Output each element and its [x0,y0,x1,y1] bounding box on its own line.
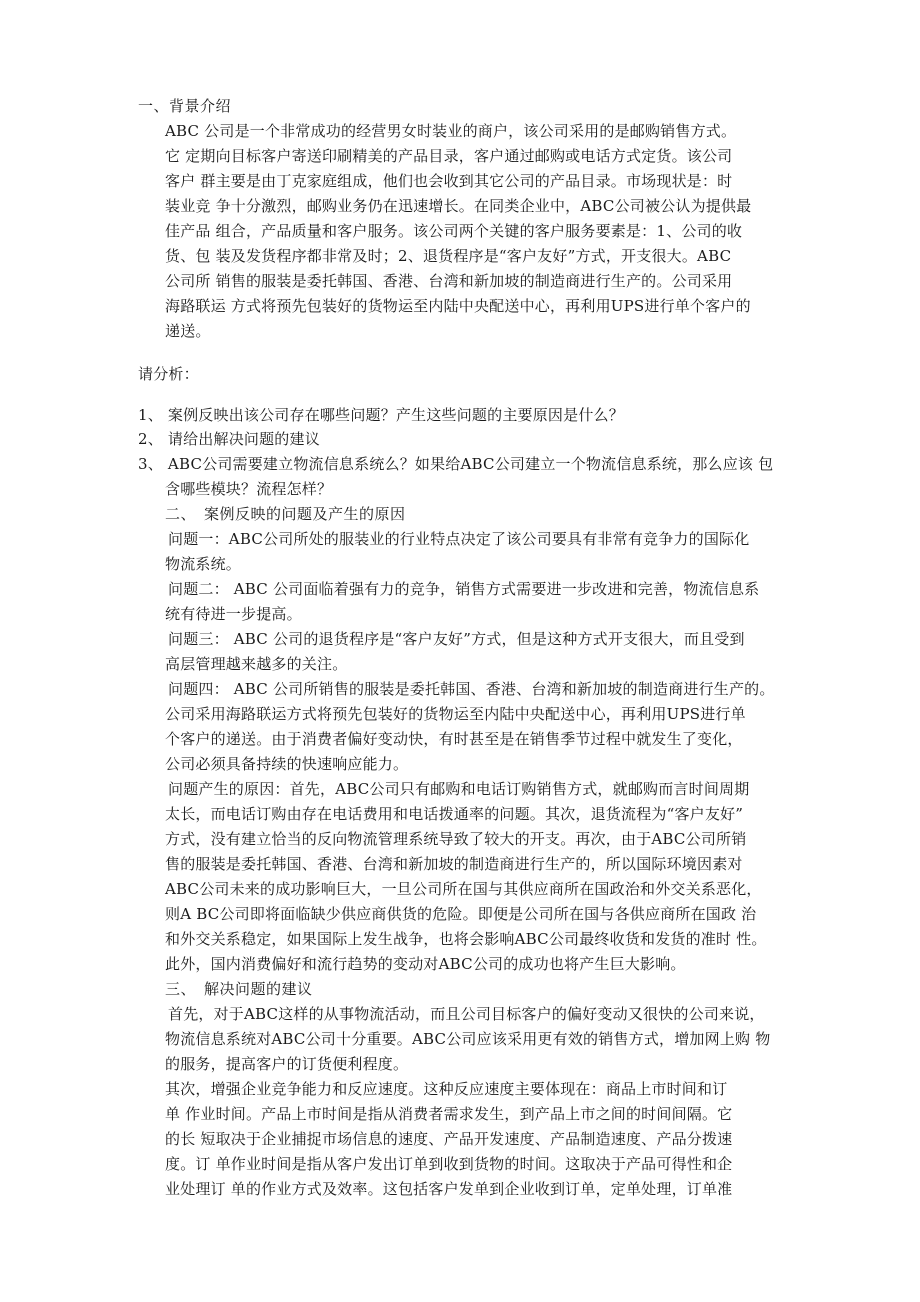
question-item-continuation: 含哪些模块？流程怎样？ [165,480,333,498]
background-paragraph-line: 公司所 销售的服装是委托韩国、香港、台湾和新加坡的制造商进行生产的。公司采用 [165,272,733,290]
question-item: 3、 ABC公司需要建立物流信息系统么？如果给ABC公司建立一个物流信息系统，那么应该 包 [138,455,774,473]
cause-line: 则A BC公司即将面临缺少供应商供货的危险。即便是公司所在国与各供应商所在国政 治 [165,905,757,923]
suggestion-line: 的长 短取决于企业捕捉市场信息的速度、产品开发速度、产品制造速度、产品分拨速 [165,1130,733,1148]
background-paragraph-line: 它 定期向目标客户寄送印刷精美的产品目录，客户通过邮购或电话方式定货。该公司 [165,147,733,165]
problem-line: 问题二： ABC 公司面临着强有力的竞争，销售方式需要进一步改进和完善，物流信息系 [168,580,760,598]
background-paragraph-line: 海路联运 方式将预先包装好的货物运至内陆中央配送中心，再利用UPS进行单个客户的 [165,297,751,315]
cause-line: ABC公司未来的成功影响巨大，一旦公司所在国与其供应商所在国政治和外交关系恶化， [165,880,762,898]
background-paragraph-line: 递送。 [165,322,211,340]
cause-line: 太长，而电话订购由存在电话费用和电话拨通率的问题。其次，退货流程为“客户友好” [165,805,744,823]
suggestion-line: 首先，对于ABC这样的从事物流活动，而且公司目标客户的偏好变动又很快的公司来说， [168,1005,765,1023]
problem-line: 高层管理越来越多的关注。 [165,655,348,673]
problem-line: 问题三： ABC 公司的退货程序是“客户友好”方式，但是这种方式开支很大，而且受到 [168,630,745,648]
suggestion-line: 的服务，提高客户的订货便利程度。 [165,1055,409,1073]
cause-line: 此外，国内消费偏好和流行趋势的变动对ABC公司的成功也将产生巨大影响。 [165,955,686,973]
section-2-title: 二、 案例反映的问题及产生的原因 [165,505,406,523]
background-paragraph-line: 装业竞 争十分激烈，邮购业务仍在迅速增长。在同类企业中，ABC公司被公认为提供最 [165,197,752,215]
background-paragraph-line: 佳产品 组合，产品质量和客户服务。该公司两个关键的客户服务要素是：1、公司的收 [165,222,743,240]
cause-line: 问题产生的原因：首先，ABC公司只有邮购和电话订购销售方式，就邮购而言时间周期 [168,780,750,798]
problem-line: 公司必须具备持续的快速响应能力。 [165,755,409,773]
problem-line: 问题四： ABC 公司所销售的服装是委托韩国、香港、台湾和新加坡的制造商进行生产的。 [168,680,775,698]
suggestion-line: 度。订 单作业时间是指从客户发出订单到收到货物的时间。这取决于产品可得性和企 [165,1155,733,1173]
section-1-title: 一、背景介绍 [138,97,232,115]
analysis-prompt: 请分析： [138,365,199,383]
background-paragraph-line: 客户 群主要是由丁克家庭组成，他们也会收到其它公司的产品目录。市场现状是：时 [165,172,733,190]
suggestion-line: 其次，增强企业竞争能力和反应速度。这种反应速度主要体现在：商品上市时间和订 [165,1080,728,1098]
cause-line: 和外交关系稳定，如果国际上发生战争，也将会影响ABC公司最终收货和发货的准时 性。 [165,930,767,948]
background-paragraph-line: ABC 公司是一个非常成功的经营男女时装业的商户，该公司采用的是邮购销售方式。 [165,122,737,140]
problem-line: 个客户的递送。由于消费者偏好变动快，有时甚至是在销售季节过程中就发生了变化， [165,730,743,748]
problem-line: 问题一：ABC公司所处的服装业的行业特点决定了该公司要具有非常有竞争力的国际化 [168,530,750,548]
suggestion-line: 单 作业时间。产品上市时间是指从消费者需求发生，到产品上市之间的时间间隔。它 [165,1105,733,1123]
suggestion-line: 物流信息系统对ABC公司十分重要。ABC公司应该采用更有效的销售方式，增加网上购 物 [165,1030,771,1048]
question-item: 2、 请给出解决问题的建议 [138,430,320,448]
problem-line: 物流系统。 [165,555,242,573]
question-item: 1、 案例反映出该公司存在哪些问题？产生这些问题的主要原因是什么？ [138,406,624,424]
problem-line: 公司采用海路联运方式将预先包装好的货物运至内陆中央配送中心，再利用UPS进行单 [165,705,746,723]
background-paragraph-line: 货、包 装及发货程序都非常及时；2、退货程序是“客户友好”方式，开支很大。ABC [165,247,732,265]
problem-line: 统有待进一步提高。 [165,605,302,623]
suggestion-line: 业处理订 单的作业方式及效率。这包括客户发单到企业收到订单，定单处理，订单准 [165,1180,733,1198]
cause-line: 售的服装是委托韩国、香港、台湾和新加坡的制造商进行生产的，所以国际环境因素对 [165,855,743,873]
cause-line: 方式，没有建立恰当的反向物流管理系统导致了较大的开支。再次，由于ABC公司所销 [165,830,747,848]
section-3-title: 三、 解决问题的建议 [165,980,313,998]
